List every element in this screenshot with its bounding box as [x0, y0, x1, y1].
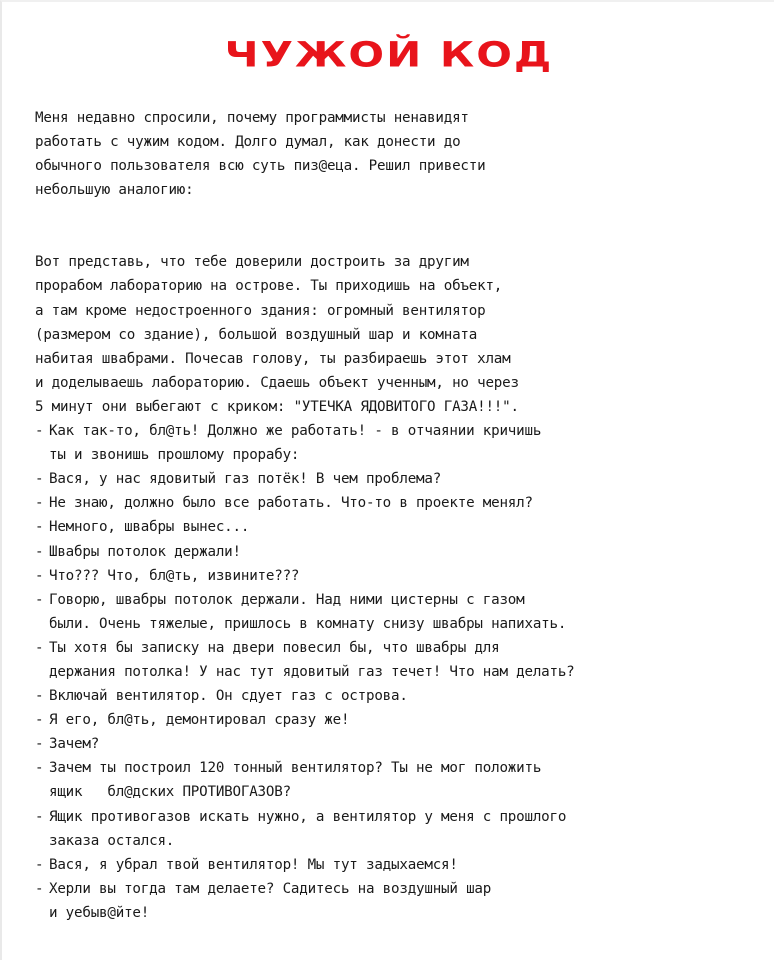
dialogue-dash: - [35, 880, 44, 897]
dialogue-text [49, 756, 541, 804]
text-line: ящик бл@дских ПРОТИВОГАЗОВ? [49, 784, 291, 801]
dialogue-line [35, 853, 765, 877]
dialogue-text [49, 515, 249, 539]
story-text [35, 106, 765, 925]
text-line: Меня недавно спросили, почему программисты ненавидят [35, 110, 469, 126]
text-line: Херли вы тогда там делаете? Садитесь на воздушный шар [49, 880, 492, 897]
text-line: и уебыв@йте! [49, 904, 150, 921]
dialogue-dash: - [35, 639, 44, 656]
text-line: заказа остался. [49, 832, 175, 849]
dialogue-dash: - [35, 591, 44, 608]
text-line: Вася, я убрал твой вентилятор! Мы тут задыхаемся! [49, 856, 458, 873]
dialogue-line [35, 877, 765, 925]
text-line: обычного пользователя всю суть пиз@еца. Решил привести [35, 158, 486, 175]
dialogue-line [35, 756, 765, 804]
dialogue-dash: - [35, 423, 44, 440]
dialogue-dash: - [35, 736, 44, 753]
dialogue-dash: - [35, 495, 44, 512]
dialogue-dash: - [35, 471, 44, 488]
text-line: держания потолка! У нас тут ядовитый газ течет! Что нам делать? [49, 663, 575, 680]
dialogue-dash: - [35, 712, 44, 729]
dialogue-dash: - [35, 760, 44, 777]
text-line: Я его, бл@ть, демонтировал сразу же! [49, 712, 350, 729]
text-line: небольшую аналогию: [35, 182, 194, 199]
dialogue-text [49, 853, 458, 877]
text-line: (размером со здание), большой воздушный шар и комната [35, 326, 478, 343]
dialogue-line [35, 540, 765, 564]
dialogue-text [49, 419, 541, 467]
intro-paragraph [35, 106, 765, 202]
dialogue-text [49, 540, 241, 564]
text-line: Зачем? [49, 736, 100, 753]
dialogue-line [35, 515, 765, 539]
dialogue-text [49, 467, 441, 491]
page-title: ЧУЖОЙ КОД [224, 34, 554, 75]
dialogue-text [49, 564, 299, 588]
dialogue-text [49, 805, 566, 853]
dialogue-line [35, 636, 765, 684]
paragraph-spacer [35, 202, 765, 250]
text-line: Ящик противогазов искать нужно, а вентилятор у меня с прошлого [49, 808, 567, 825]
text-line: и доделываешь лабораторию. Сдаешь объект ученным, но через [35, 374, 519, 391]
text-line: 5 минут они выбегают с криком: "УТЕЧКА ЯДОВИТОГО ГАЗА!!!". [35, 398, 519, 415]
text-line: а там кроме недостроенного здания: огромный вентилятор [35, 302, 486, 319]
dialogue-line [35, 491, 765, 515]
dialogue-text [49, 588, 566, 636]
dialogue-text [49, 491, 533, 515]
text-line: Что??? Что, бл@ть, извините??? [49, 567, 300, 584]
text-line: Швабры потолок держали! [49, 543, 241, 560]
dialogue-dash: - [35, 856, 44, 873]
text-line: ты и звонишь прошлому прорабу: [49, 447, 300, 464]
text-line: работать с чужим кодом. Долго думал, как донести до [35, 134, 461, 151]
text-line: набитая швабрами. Почесав голову, ты разбираешь этот хлам [35, 350, 511, 367]
dialogue-text [49, 877, 491, 925]
dialogue-dash: - [35, 688, 44, 705]
dialogue-line [35, 467, 765, 491]
text-line: Немного, швабры вынес... [49, 519, 250, 536]
text-line: Вот представь, что тебе доверили достроить за другим [35, 254, 469, 271]
text-line: Не знаю, должно было все работать. Что-то в проекте менял? [49, 495, 533, 512]
dialogue-line [35, 588, 765, 636]
dialogue-line [35, 732, 765, 756]
dialogue-line [35, 564, 765, 588]
text-line: прорабом лабораторию на острове. Ты приходишь на объект, [35, 278, 503, 295]
text-line: Вася, у нас ядовитый газ потёк! В чем проблема? [49, 471, 442, 488]
dialogue-block [35, 419, 765, 925]
dialogue-text [49, 732, 99, 756]
dialogue-text [49, 636, 575, 684]
dialogue-dash: - [35, 519, 44, 536]
text-line: Говорю, швабры потолок держали. Над ними цистерны с газом [49, 591, 525, 608]
dialogue-dash: - [35, 567, 44, 584]
text-line: Как так-то, бл@ть! Должно же работать! - в отчаянии кричишь [49, 423, 542, 440]
text-line: Включай вентилятор. Он сдует газ с острова. [49, 688, 408, 705]
dialogue-line [35, 684, 765, 708]
dialogue-line [35, 419, 765, 467]
text-line: были. Очень тяжелые, пришлось в комнату снизу швабры напихать. [49, 615, 567, 632]
text-line: Зачем ты построил 120 тонный вентилятор? Ты не мог положить [49, 760, 542, 777]
dialogue-text [49, 708, 349, 732]
dialogue-dash: - [35, 543, 44, 560]
story-paragraph [35, 250, 765, 419]
dialogue-text [49, 684, 408, 708]
dialogue-line [35, 805, 765, 853]
dialogue-dash: - [35, 808, 44, 825]
text-line: Ты хотя бы записку на двери повесил бы, что швабры для [49, 639, 500, 656]
dialogue-line [35, 708, 765, 732]
